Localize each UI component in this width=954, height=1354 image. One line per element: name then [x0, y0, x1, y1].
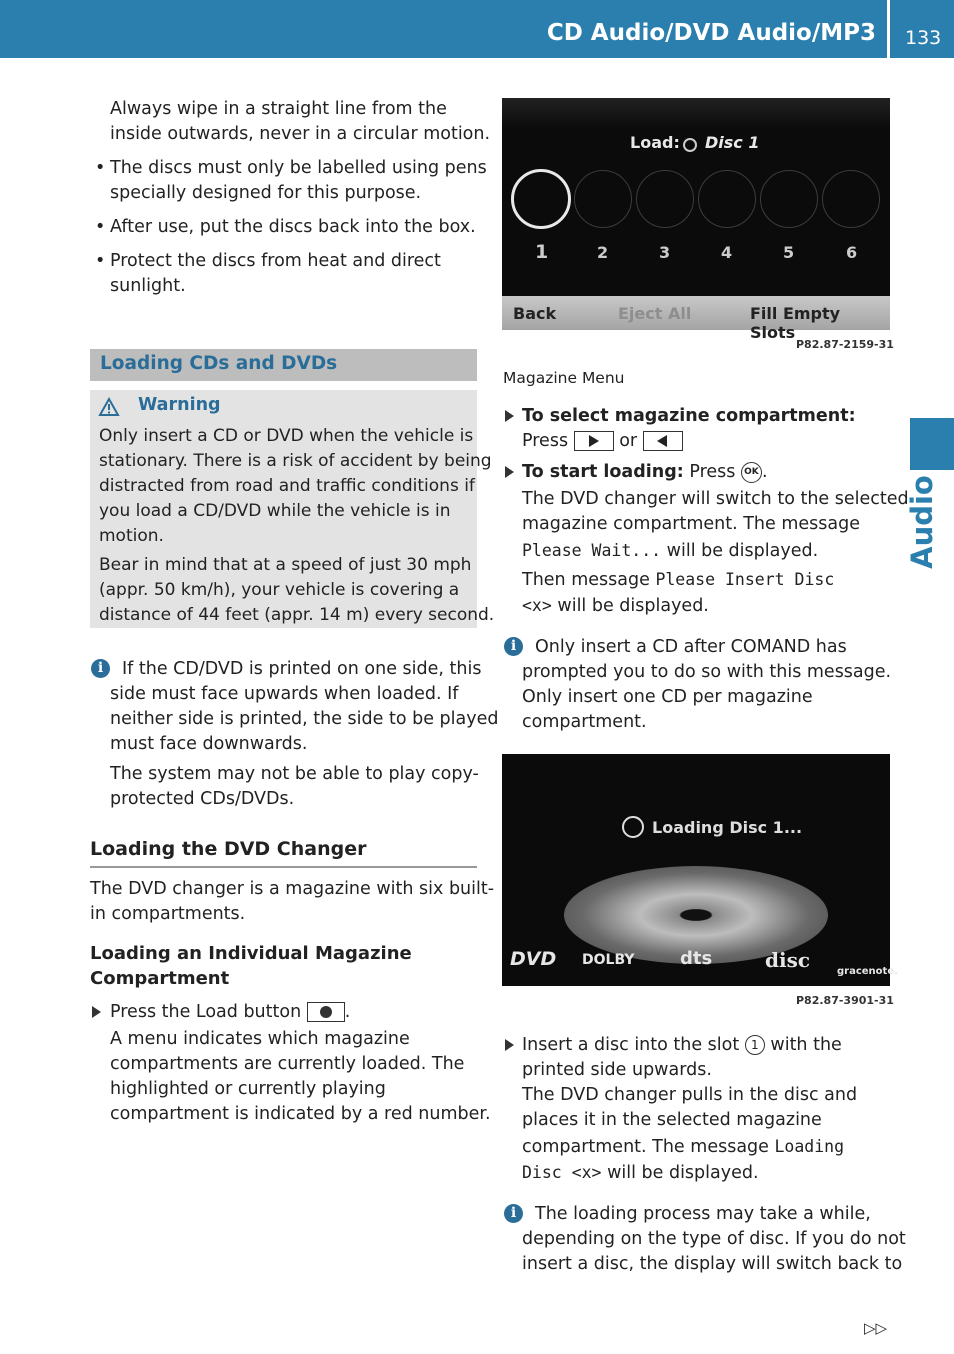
insert-disc-line: printed side upwards. — [522, 1060, 712, 1080]
dolby-logo: DOLBY — [582, 952, 635, 968]
bullet-1-line-1: The discs must only be labelled using pens — [110, 158, 487, 178]
load-button-icon — [307, 1002, 345, 1022]
info-1-line: protected CDs/DVDs. — [110, 789, 295, 809]
page-number: 133 — [905, 27, 942, 49]
screen-top-bar — [502, 98, 890, 128]
load-step-line: highlighted or currently playing — [110, 1079, 386, 1099]
insert-suffix: with the — [770, 1035, 842, 1055]
bullet-dot: • — [95, 217, 106, 237]
left-arrow-key-icon — [643, 431, 683, 451]
page-header — [0, 0, 954, 58]
magazine-slot[interactable] — [822, 170, 880, 228]
slot-number: 1 — [535, 241, 549, 263]
start-loading-line — [522, 567, 834, 593]
bullet-3-line-2: sunlight. — [110, 276, 186, 296]
press-text: Press — [689, 462, 736, 482]
insert-disc-line: places it in the selected magazine — [522, 1110, 822, 1130]
intro-line-2: inside outwards, never in a circular motion. — [110, 124, 491, 144]
info-3-line: insert a disc, the display will switch back to — [522, 1254, 903, 1274]
info-2-line: Only insert a CD after COMAND has — [535, 637, 847, 657]
bullet-dot: • — [95, 251, 106, 271]
warning-line: you load a CD/DVD while the vehicle is in — [99, 501, 451, 521]
step-arrow-icon — [505, 1039, 514, 1051]
back-button[interactable]: Back — [513, 304, 557, 323]
warning-line: distance of 44 feet (appr. 14 m) every second. — [99, 605, 495, 625]
message-prefix: compartment. The message — [522, 1137, 769, 1157]
radio-icon — [683, 138, 697, 152]
side-tab-label: Audio — [905, 475, 939, 569]
info-1-line: neither side is printed, the side to be played — [110, 709, 499, 729]
header-divider — [887, 0, 890, 58]
screen-button-bar — [502, 296, 890, 342]
section-title: Loading CDs and DVDs — [100, 353, 338, 374]
magazine-slot[interactable] — [698, 170, 756, 228]
load-label: Load: — [630, 133, 680, 152]
right-arrow-key-icon — [574, 431, 614, 451]
side-tab-label-box — [904, 476, 940, 568]
start-loading-line: To start loading: Press OK . — [522, 462, 768, 482]
subheading-2-line: Compartment — [90, 968, 230, 989]
info-1-line: The system may not be able to play copy- — [110, 764, 479, 784]
message-insert-disc-x: <x> — [522, 596, 552, 615]
or-text: or — [619, 431, 638, 451]
load-step-line — [110, 1000, 350, 1025]
message-insert-disc: Please Insert Disc — [655, 570, 835, 589]
message-suffix: will be displayed. — [557, 596, 709, 616]
load-step-line: compartment is indicated by a red number. — [110, 1104, 491, 1124]
figure-code: P82.87-2159-31 — [796, 338, 894, 351]
load-step-line: A menu indicates which magazine — [110, 1029, 410, 1049]
message-please-wait: Please Wait... — [522, 541, 662, 560]
start-loading-title: To start loading: — [522, 462, 684, 482]
chapter-title: CD Audio/DVD Audio/MP3 — [546, 20, 876, 46]
changer-text-line: The DVD changer is a magazine with six built- — [90, 879, 495, 899]
slot-number: 4 — [721, 243, 733, 262]
slot-number-badge: 1 — [745, 1035, 765, 1055]
message-suffix: will be displayed. — [666, 541, 819, 561]
side-tab — [910, 418, 954, 470]
warning-line: stationary. There is a risk of accident by being — [99, 451, 492, 471]
slot-number: 6 — [846, 243, 858, 262]
start-loading-line — [522, 538, 818, 564]
message-suffix: will be displayed. — [607, 1163, 759, 1183]
insert-prefix: Insert a disc into the slot — [522, 1035, 740, 1055]
disc-label: Disc 1 — [705, 133, 760, 152]
info-2-line: prompted you to do so with this message. — [522, 662, 892, 682]
slot-number: 2 — [597, 243, 609, 262]
info-1-line: side must face upwards when loaded. If — [110, 684, 459, 704]
step-arrow-icon — [92, 1006, 101, 1018]
info-3-line: depending on the type of disc. If you do not — [522, 1229, 906, 1249]
slot-number: 5 — [783, 243, 795, 262]
step-arrow-icon — [505, 410, 514, 422]
info-1-line: If the CD/DVD is printed on one side, this — [122, 659, 482, 679]
bullet-1-line-2: specially designed for this purpose. — [110, 183, 422, 203]
load-step-prefix: Press the Load button — [110, 1002, 302, 1022]
insert-disc-line — [522, 1160, 759, 1186]
section-title-bar — [90, 349, 477, 381]
ok-button-icon: OK — [741, 462, 762, 483]
continue-mark: ▷▷ — [864, 1319, 888, 1337]
select-compartment-title: To select magazine compartment: — [522, 406, 856, 426]
loading-label: Loading Disc 1... — [652, 818, 803, 837]
subheading-rule — [90, 866, 477, 868]
start-loading-line: The DVD changer will switch to the selected — [522, 489, 909, 509]
compact-disc-logo: disc — [765, 948, 811, 972]
figure-caption: Magazine Menu — [503, 369, 625, 387]
bullet-dot: • — [95, 158, 106, 178]
gracenote-logo: gracenote. — [837, 966, 898, 977]
subheading-2-line: Loading an Individual Magazine — [90, 943, 412, 964]
then-message: Then message — [522, 570, 650, 590]
bullet-2-line-1: After use, put the discs back into the box. — [110, 217, 476, 237]
clock-icon — [622, 816, 644, 838]
warning-line: (appr. 50 km/h), your vehicle is covering a — [99, 580, 460, 600]
info-icon: i — [91, 659, 110, 678]
magazine-slot[interactable] — [760, 170, 818, 228]
info-2-line: compartment. — [522, 712, 647, 732]
load-step-suffix: . — [344, 1002, 351, 1022]
insert-disc-line — [522, 1134, 844, 1160]
info-3-line: The loading process may take a while, — [535, 1204, 871, 1224]
info-2-line: Only insert one CD per magazine — [522, 687, 813, 707]
info-icon: i — [504, 1204, 523, 1223]
dvd-logo: DVD — [510, 948, 557, 970]
warning-triangle-icon — [98, 397, 120, 417]
warning-line: Bear in mind that at a speed of just 30 mph — [99, 555, 472, 575]
magazine-menu-screen — [502, 98, 890, 342]
changer-text-line: in compartments. — [90, 904, 246, 924]
info-1-line: must face downwards. — [110, 734, 308, 754]
insert-disc-line — [522, 1033, 842, 1058]
warning-title: Warning — [138, 395, 221, 415]
start-loading-line — [522, 593, 709, 619]
message-loading-disc: Disc <x> — [522, 1163, 602, 1182]
insert-disc-line: The DVD changer pulls in the disc and — [522, 1085, 858, 1105]
warning-line: motion. — [99, 526, 164, 546]
warning-line: Only insert a CD or DVD when the vehicle is — [99, 426, 474, 446]
press-text: Press — [522, 431, 569, 451]
warning-line: distracted from road and traffic conditions if — [99, 476, 475, 496]
slot-number: 3 — [659, 243, 671, 262]
start-loading-line: magazine compartment. The message — [522, 514, 860, 534]
fill-empty-slots-button[interactable]: Fill Empty Slots — [750, 304, 841, 342]
info-icon: i — [504, 637, 523, 656]
subheading: Loading the DVD Changer — [90, 838, 367, 860]
load-step-line: compartments are currently loaded. The — [110, 1054, 465, 1074]
warning-box — [90, 390, 495, 628]
magazine-slot[interactable] — [574, 170, 632, 228]
dts-logo: dts — [680, 948, 713, 969]
magazine-slot[interactable] — [511, 169, 571, 229]
magazine-slot[interactable] — [636, 170, 694, 228]
bullet-3-line-1: Protect the discs from heat and direct — [110, 251, 441, 271]
figure-code: P82.87-3901-31 — [796, 994, 894, 1007]
eject-all-button[interactable]: Eject All — [618, 304, 692, 323]
select-compartment-line — [522, 429, 683, 454]
step-arrow-icon — [505, 466, 514, 478]
intro-line-1: Always wipe in a straight line from the — [110, 99, 447, 119]
message-loading: Loading — [774, 1137, 845, 1156]
loading-disc-screen — [502, 754, 898, 986]
